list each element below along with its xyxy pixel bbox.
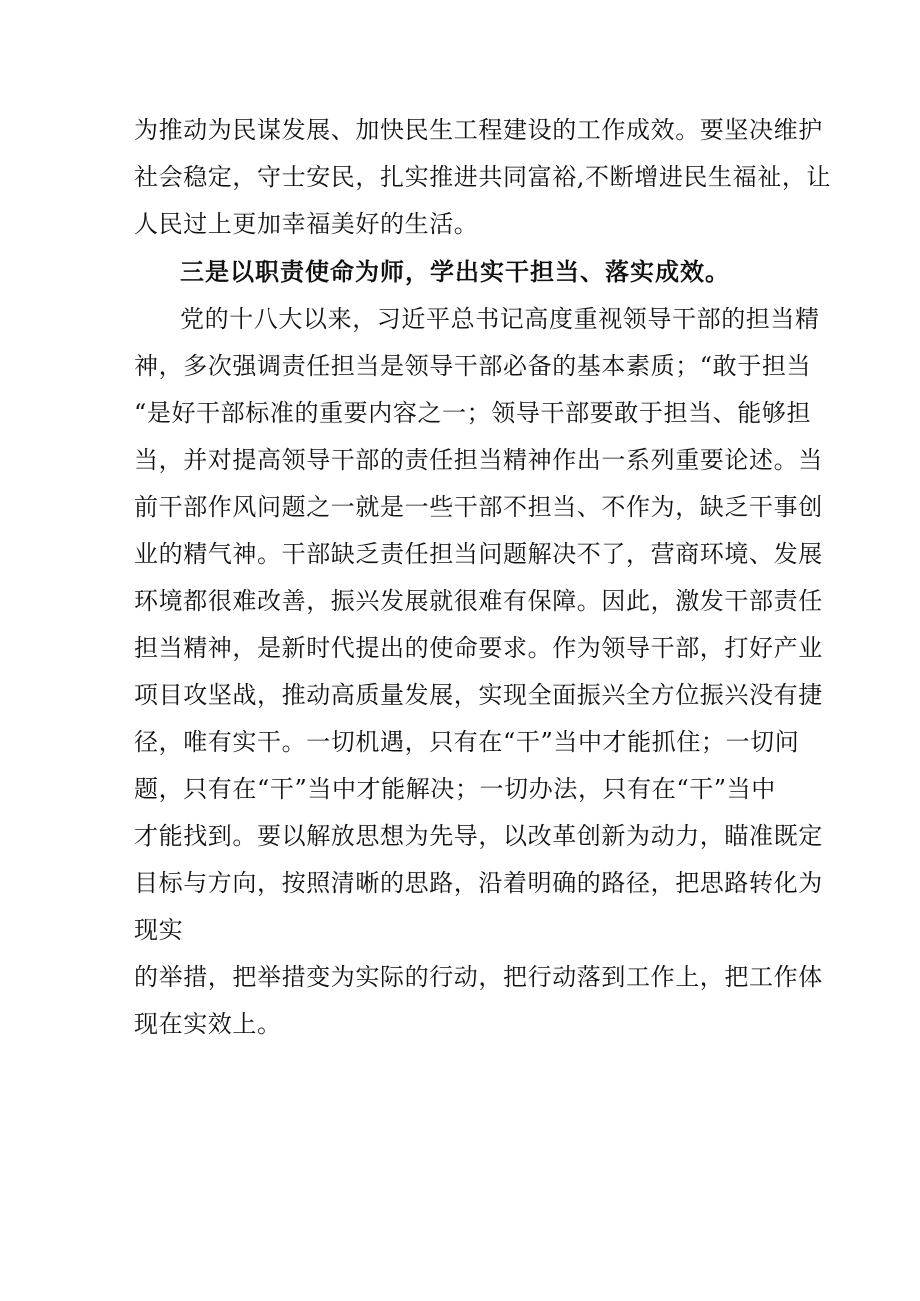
paragraph-line: 社会稳定，守士安民，扎实推进共同富裕,不断增进民生福祉，让 (134, 163, 832, 191)
section-heading: 三是以职责使命为师，学出实干担当、落实成效。 (180, 258, 730, 286)
paragraph-line: 业的精气神。干部缺乏责任担当问题解决不了，营商环境、发展 (134, 540, 823, 568)
paragraph-line: 现在实效上。 (134, 1010, 282, 1038)
paragraph-line: 当，并对提高领导干部的责任担当精神作出一系列重要论述。当 (134, 446, 823, 474)
paragraph-line: 才能找到。要以解放思想为先导，以改革创新为动力，瞄准既定 (134, 822, 823, 850)
paragraph-line: 担当精神，是新时代提出的使命要求。作为领导干部，打好产业 (134, 634, 823, 662)
paragraph-line: 前干部作风问题之一就是一些干部不担当、不作为，缺乏干事创 (134, 493, 823, 521)
paragraph-line: 的举措，把举措变为实际的行动，把行动落到工作上，把工作体 (134, 963, 823, 991)
paragraph-line: 题，只有在“干”当中才能解决；一切办法，只有在“干”当中 (134, 775, 776, 803)
paragraph-line: “是好干部标准的重要内容之一；领导干部要敢于担当、能够担 (134, 399, 812, 427)
paragraph-line: 党的十八大以来，习近平总书记高度重视领导干部的担当精 (180, 305, 820, 333)
paragraph-line: 项目攻坚战，推动高质量发展，实现全面振兴全方位振兴没有捷 (134, 681, 823, 709)
paragraph-line: 径，唯有实干。一切机遇，只有在“干”当中才能抓住；一切问 (134, 728, 800, 756)
paragraph-line: 目标与方向，按照清晰的思路，沿着明确的路径，把思路转化为 (134, 869, 823, 897)
paragraph-line: 神，多次强调责任担当是领导干部必备的基本素质；“敢于担当 (134, 352, 812, 380)
paragraph-line: 为推动为民谋发展、加快民生工程建设的工作成效。要坚决维护 (134, 116, 823, 144)
paragraph-line: 人民过上更加幸福美好的生活。 (134, 210, 479, 238)
paragraph-line: 环境都很难改善，振兴发展就很难有保障。因此，激发干部责任 (134, 587, 823, 615)
paragraph-line: 现实 (134, 916, 184, 944)
